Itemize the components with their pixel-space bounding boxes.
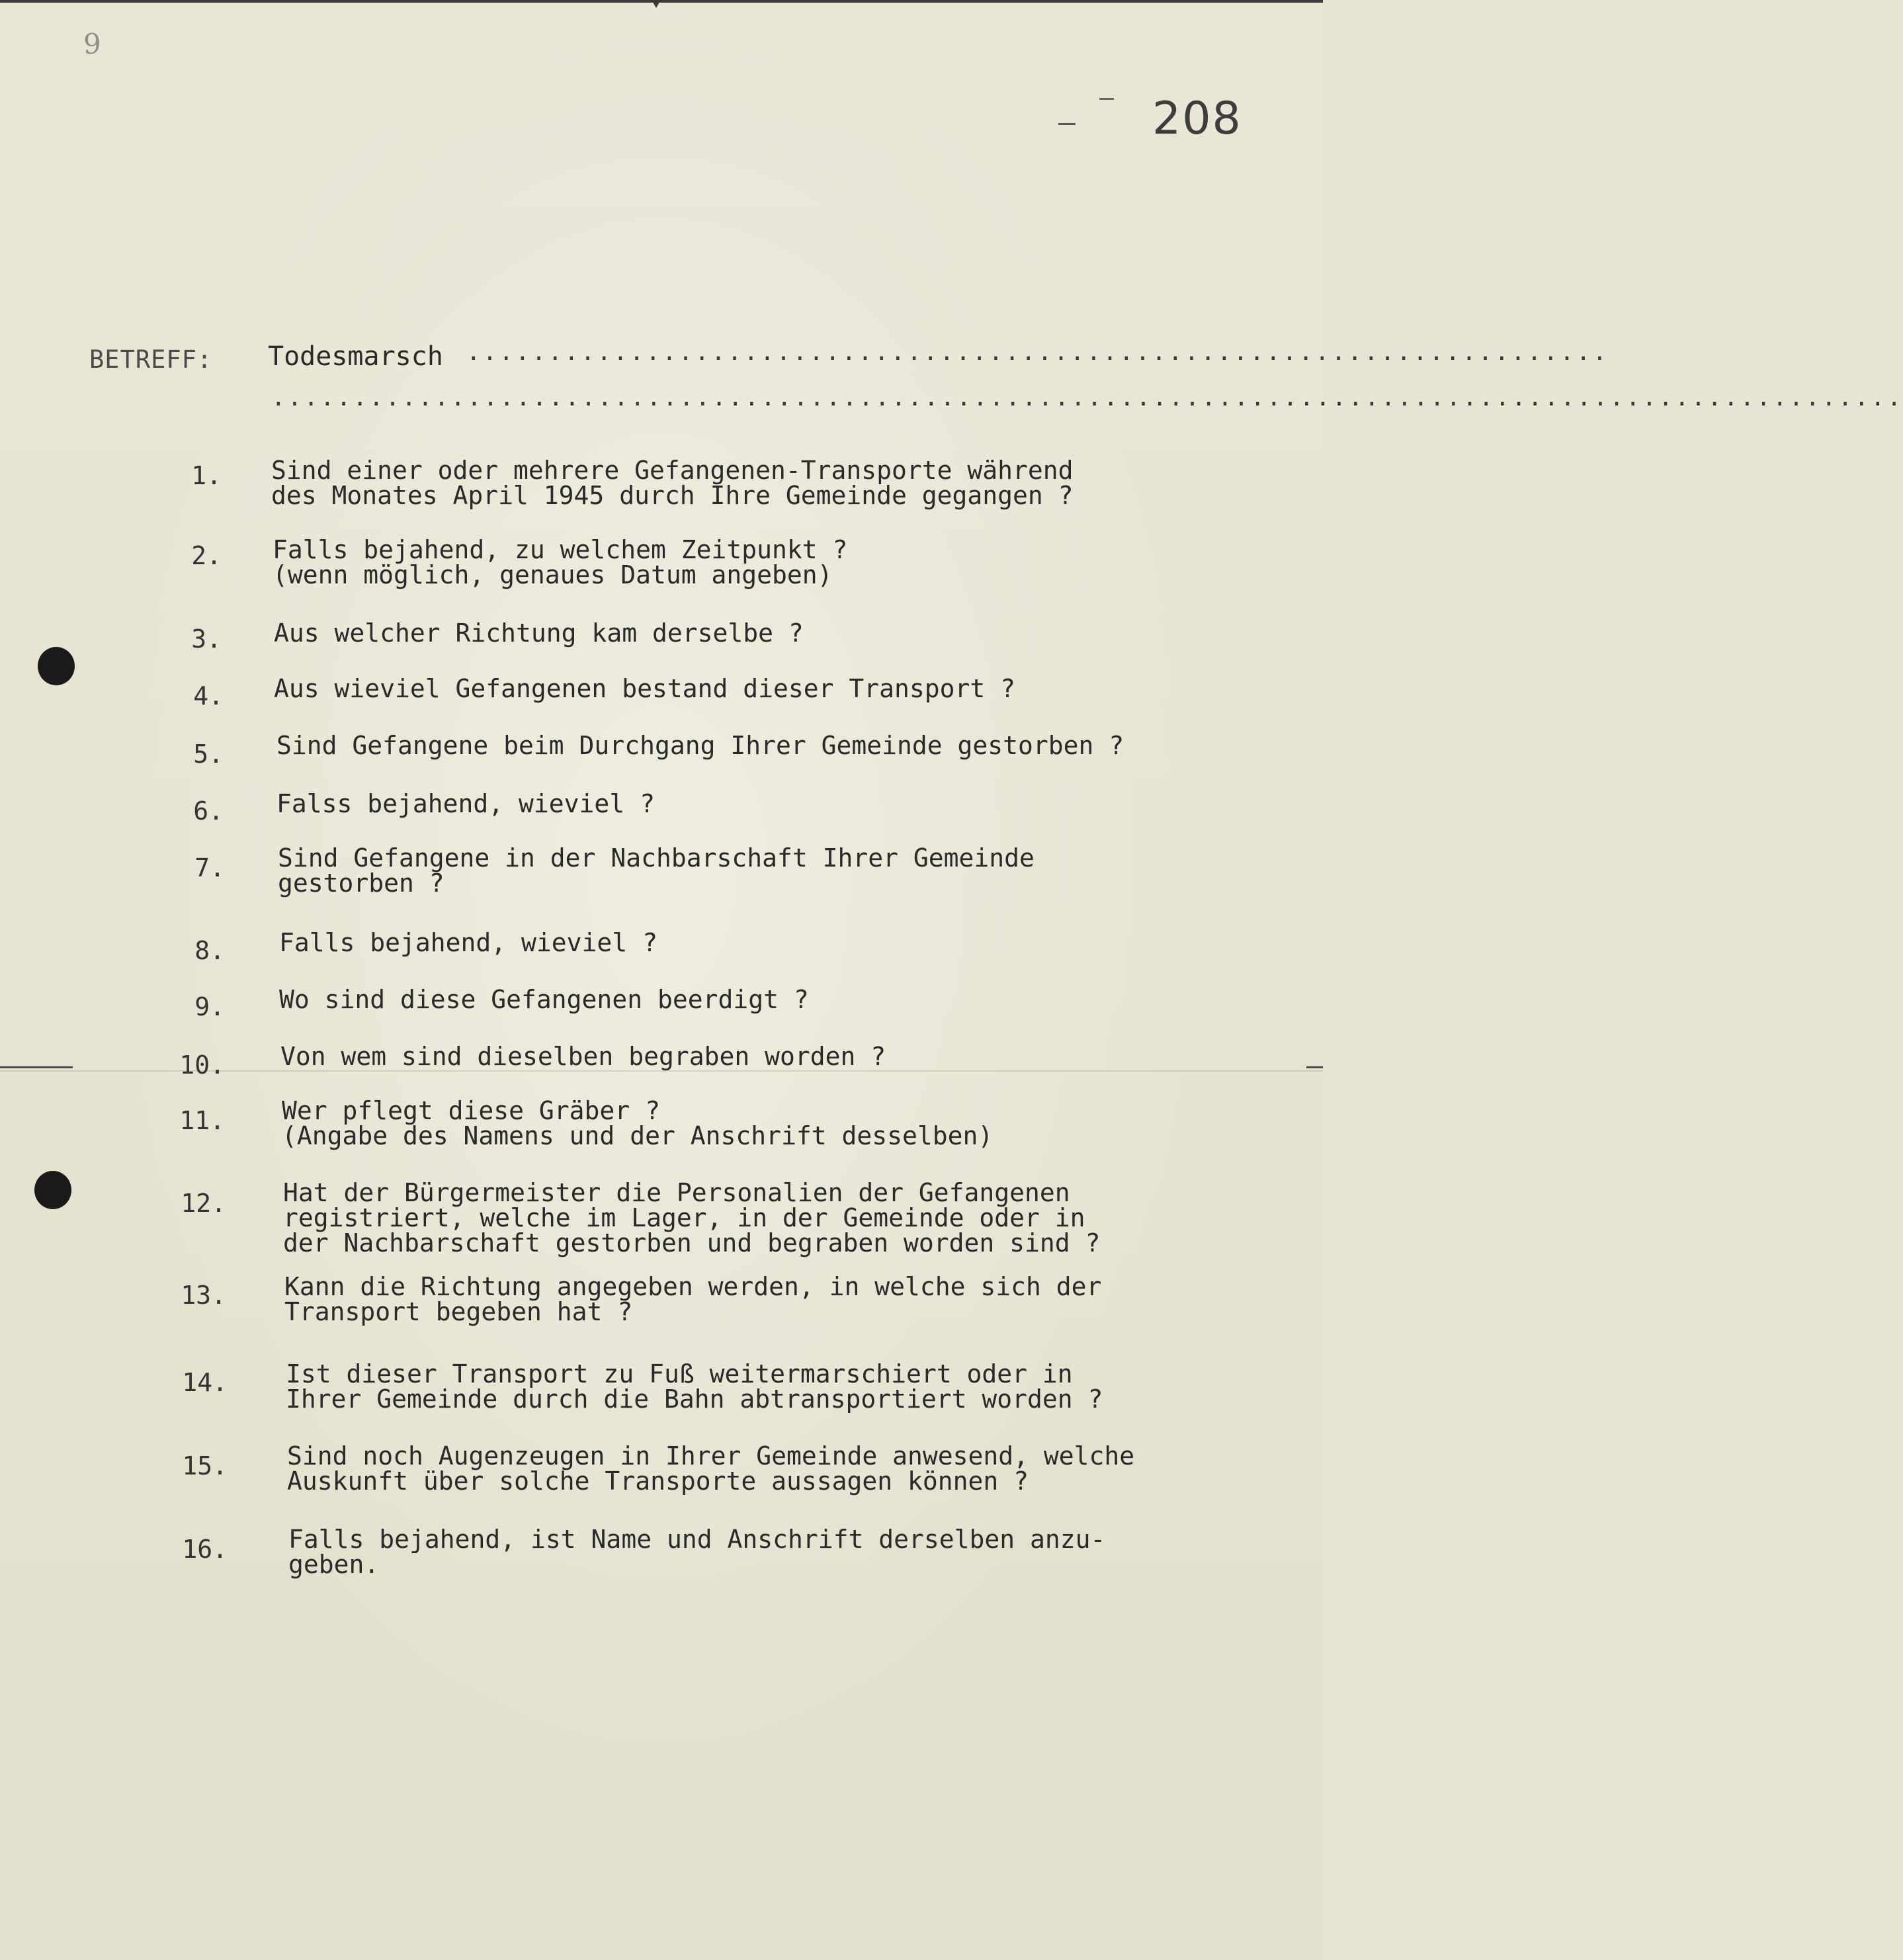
question-text: Sind Gefangene beim Durchgang Ihrer Gemeinde gestorben ? [276, 731, 1124, 760]
question-number: 6. [193, 796, 224, 826]
punch-hole [34, 1171, 71, 1209]
question-number: 4. [193, 681, 224, 710]
question-number: 2. [191, 541, 222, 570]
question-text: Wo sind diese Gefangenen beerdigt ? [279, 985, 809, 1014]
page-number-dash [1058, 123, 1076, 125]
question-number: 7. [194, 853, 225, 882]
subject-label: BETREFF: [89, 345, 213, 374]
question-text: Aus wieviel Gefangenen bestand dieser Transport ? [274, 674, 1016, 703]
question-number: 3. [191, 624, 222, 654]
question-text: Falls bejahend, ist Name und Anschrift derselben anzu- geben. [288, 1525, 1106, 1579]
question-text: Hat der Bürgermeister die Personalien der Gefangenen registriert, welche im Lager, in der Gemeinde oder in der Nachbarschaft gestorben und begraben worden sind ? [283, 1178, 1101, 1257]
question-number: 1. [191, 461, 222, 490]
question-number: 5. [193, 740, 224, 769]
question-text: Falls bejahend, zu welchem Zeitpunkt ? (wenn möglich, genaues Datum angeben) [273, 535, 848, 589]
page-top-edge [0, 0, 1323, 3]
page-top-notch [652, 0, 661, 8]
subject-value: Todesmarsch [268, 341, 443, 372]
question-text: Aus welcher Richtung kam derselbe ? [274, 618, 804, 648]
subject-dotted-line-2: .................................................................................................... [271, 384, 1903, 411]
page-number-tick [1099, 98, 1114, 100]
question-text: Sind einer oder mehrere Gefangenen-Transporte während des Monates April 1945 durch Ihre Gemeinde gegangen ? [271, 456, 1074, 510]
question-text: Ist dieser Transport zu Fuß weitermarschiert oder in Ihrer Gemeinde durch die Bahn abtransportiert worden ? [286, 1359, 1103, 1414]
corner-mark: 9 [83, 28, 101, 60]
fold-mark-left [0, 1066, 73, 1068]
question-number: 15. [182, 1451, 228, 1480]
question-number: 8. [194, 936, 225, 965]
question-number: 10. [179, 1050, 225, 1080]
question-text: Falls bejahend, wieviel ? [279, 928, 657, 957]
question-number: 16. [182, 1535, 228, 1564]
punch-hole [38, 647, 75, 685]
question-number: 11. [179, 1106, 225, 1135]
question-number: 12. [181, 1189, 226, 1218]
question-text: Kann die Richtung angegeben werden, in welche sich der Transport begeben hat ? [284, 1272, 1102, 1326]
page-number: 208 [1152, 93, 1242, 145]
question-text: Sind Gefangene in der Nachbarschaft Ihrer Gemeinde gestorben ? [278, 843, 1035, 898]
fold-mark-right [1306, 1066, 1323, 1068]
question-text: Von wem sind dieselben begraben worden ? [280, 1042, 886, 1071]
question-text: Falss bejahend, wieviel ? [276, 789, 655, 818]
question-text: Sind noch Augenzeugen in Ihrer Gemeinde anwesend, welche Auskunft über solche Transporte aussagen können ? [287, 1441, 1135, 1496]
subject-dotted-line: ...................................................................... [466, 339, 1609, 366]
question-number: 9. [194, 992, 225, 1021]
question-text: Wer pflegt diese Gräber ? (Angabe des Namens und der Anschrift desselben) [282, 1096, 994, 1150]
question-number: 13. [181, 1281, 226, 1310]
question-number: 14. [182, 1368, 228, 1397]
